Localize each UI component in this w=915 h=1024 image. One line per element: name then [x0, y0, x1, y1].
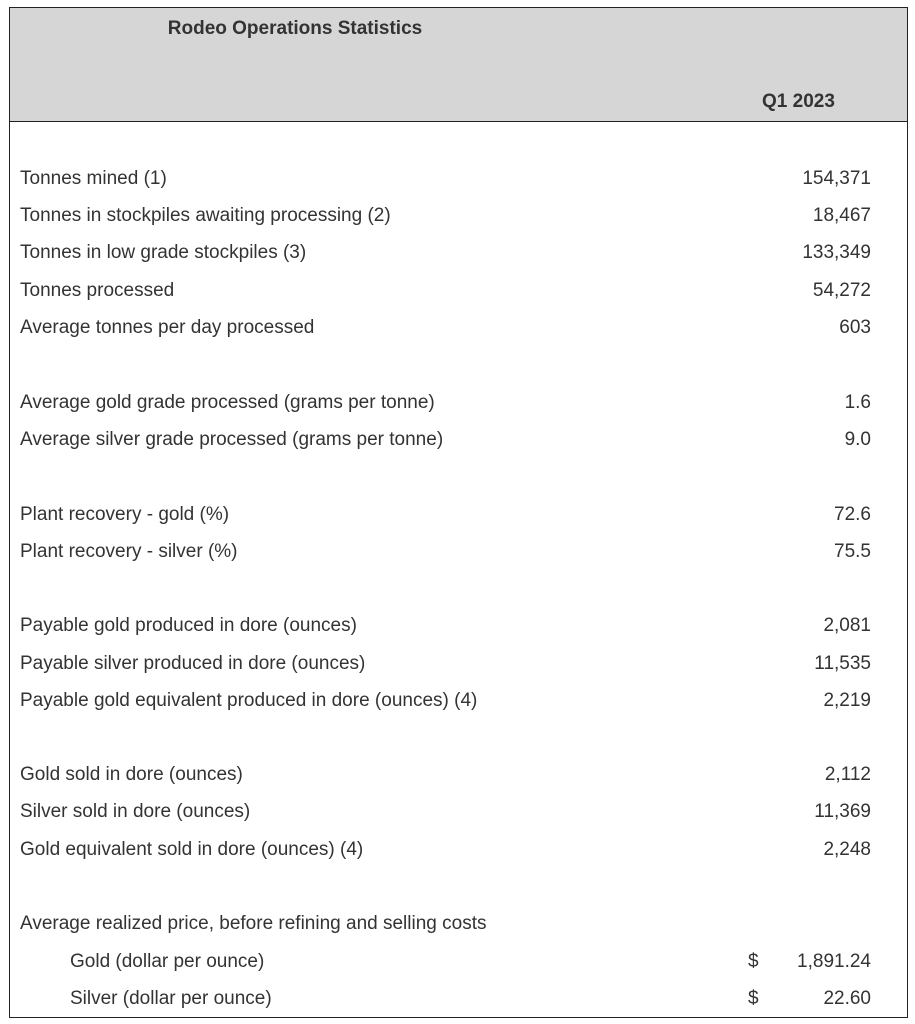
table-row: [10, 425, 907, 455]
table-row: [10, 760, 907, 790]
row-value: 9.0: [844, 429, 871, 450]
row-label: Average tonnes per day processed: [20, 317, 315, 338]
currency-symbol: $: [748, 988, 759, 1009]
row-value: 133,349: [802, 242, 871, 263]
table-row: [10, 835, 907, 865]
row-label: Gold sold in dore (ounces): [20, 764, 243, 785]
row-value: 1,891.24: [797, 951, 871, 972]
table-row: [10, 201, 907, 231]
table-row: [10, 797, 907, 827]
row-label: Average gold grade processed (grams per tonne): [20, 392, 435, 413]
row-label: Tonnes in low grade stockpiles (3): [20, 242, 307, 263]
row-value: 2,248: [823, 839, 871, 860]
row-label: Plant recovery - gold (%): [20, 504, 230, 525]
row-value: 75.5: [834, 541, 871, 562]
table-row: [10, 909, 907, 939]
row-label: Tonnes in stockpiles awaiting processing (2): [20, 205, 391, 226]
table-row: [10, 649, 907, 679]
row-label: Average realized price, before refining and selling costs: [20, 913, 487, 934]
row-label: Payable silver produced in dore (ounces): [20, 653, 366, 674]
row-label: Average silver grade processed (grams per tonne): [20, 429, 444, 450]
row-label: Silver sold in dore (ounces): [20, 801, 251, 822]
table-row: [10, 500, 907, 530]
currency-symbol: $: [748, 951, 759, 972]
row-value: 72.6: [834, 504, 871, 525]
table-row: [10, 164, 907, 194]
row-label: Tonnes processed: [20, 280, 175, 301]
row-label: Tonnes mined (1): [20, 168, 167, 189]
table-row: [10, 313, 907, 343]
table-row: [10, 276, 907, 306]
row-value: 2,112: [824, 764, 871, 785]
row-value: 18,467: [812, 205, 871, 226]
row-value: 22.60: [823, 988, 871, 1009]
row-value: 603: [839, 317, 871, 338]
row-value: 54,272: [812, 280, 871, 301]
table-row: [10, 388, 907, 418]
row-value: 2,081: [823, 615, 871, 636]
table-header: [10, 8, 907, 122]
row-label: Plant recovery - silver (%): [20, 541, 238, 562]
operations-statistics-table: [9, 7, 908, 1018]
row-value: 154,371: [802, 168, 871, 189]
row-value: 11,369: [814, 801, 871, 822]
table-row: [10, 984, 907, 1014]
column-header-period: Q1 2023: [762, 91, 835, 112]
row-label: Payable gold produced in dore (ounces): [20, 615, 357, 636]
table-row: [10, 611, 907, 641]
table-row: [10, 238, 907, 268]
table-row: [10, 686, 907, 716]
row-label: Gold equivalent sold in dore (ounces) (4): [20, 839, 364, 860]
row-value: 1.6: [844, 392, 871, 413]
row-label: Silver (dollar per ounce): [70, 988, 272, 1009]
table-title: Rodeo Operations Statistics: [167, 18, 423, 39]
table-row: [10, 947, 907, 977]
table-row: [10, 537, 907, 567]
row-value: 11,535: [814, 653, 871, 674]
row-value: 2,219: [823, 690, 871, 711]
row-label: Gold (dollar per ounce): [70, 951, 265, 972]
row-label: Payable gold equivalent produced in dore (ounces) (4): [20, 690, 478, 711]
